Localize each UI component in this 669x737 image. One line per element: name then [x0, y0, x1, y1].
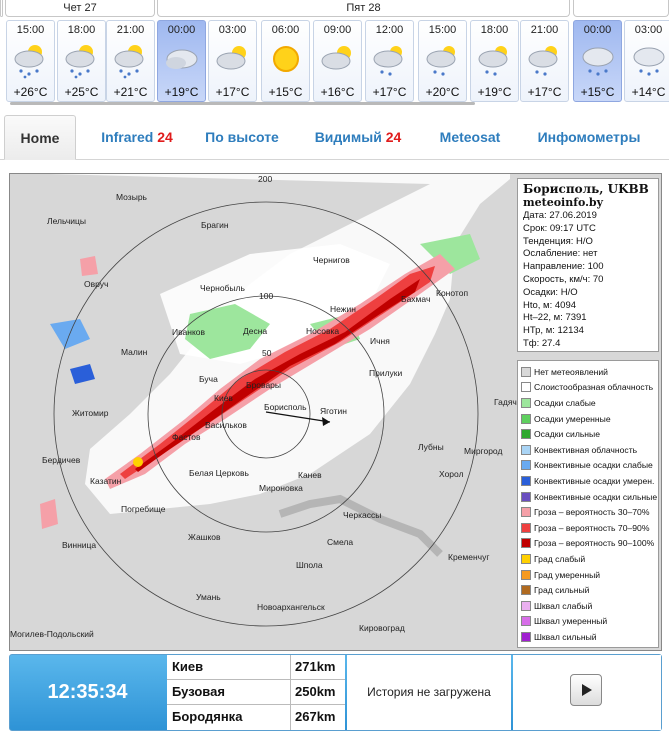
- tab-label: Видимый: [314, 129, 386, 145]
- forecast-hour-cell[interactable]: [313, 20, 362, 102]
- forecast-hour-time: 06:00: [271, 24, 300, 36]
- legend-swatch: [521, 632, 531, 642]
- distance-km: 250km: [295, 684, 336, 699]
- city-label: Жашков: [188, 532, 221, 542]
- city-label: Бровары: [246, 380, 282, 390]
- forecast-hour-time: 21:00: [116, 24, 145, 36]
- forecast-hour-cell[interactable]: [208, 20, 257, 102]
- city-label: Черкассы: [343, 510, 382, 520]
- station-name: Борисполь, UKBB: [523, 182, 649, 196]
- legend-swatch: [521, 445, 531, 455]
- partly-cloudy-icon: [316, 39, 360, 79]
- city-label: Носовка: [306, 326, 340, 336]
- legend-item: [521, 473, 655, 489]
- forecast-hour-temp: +19°C: [164, 85, 199, 99]
- legend-label: Осадки сильные: [534, 429, 601, 440]
- legend-swatch: [521, 382, 531, 392]
- legend-label: Нет метеоявлений: [534, 366, 608, 377]
- hourly-forecast: [0, 20, 669, 102]
- forecast-hour-cell[interactable]: [261, 20, 310, 102]
- city-label: Овруч: [84, 279, 109, 289]
- forecast-hour-temp: +15°C: [268, 85, 303, 99]
- city-label: Шпола: [296, 560, 323, 570]
- legend-item: [521, 504, 655, 520]
- city-label: Хорол: [439, 469, 464, 479]
- info-line: Hto, м: 4094: [523, 299, 577, 311]
- forecast-hour-cell[interactable]: [6, 20, 55, 102]
- cloud-rain-icon: [473, 39, 517, 79]
- legend-label: Конвективные осадки умерен.: [534, 475, 655, 486]
- city-label: Канев: [298, 470, 322, 480]
- city-label: Десна: [243, 326, 268, 336]
- forecast-hour-cell[interactable]: [470, 20, 519, 102]
- legend-item: [521, 411, 655, 427]
- ring-label-100: 100: [259, 291, 274, 301]
- legend-label: Гроза – вероятность 30–70%: [534, 507, 650, 518]
- legend-label: Осадки слабые: [534, 397, 596, 408]
- legend-label: Гроза – вероятность 70–90%: [534, 522, 650, 533]
- tab-height[interactable]: [196, 115, 288, 159]
- forecast-hour-temp: +21°C: [113, 85, 148, 99]
- info-line: НТр, м: 12134: [523, 325, 584, 337]
- radar-tabs: [0, 115, 669, 160]
- forecast-hour-time: 15:00: [16, 24, 45, 36]
- info-line: Направление: 100: [523, 261, 604, 273]
- info-line: Дата: 27.06.2019: [523, 210, 597, 221]
- forecast-hour-temp: +14°C: [631, 85, 666, 99]
- city-label: Буча: [199, 374, 218, 384]
- forecast-hour-cell[interactable]: [157, 20, 206, 102]
- city-label: Житомир: [72, 408, 109, 418]
- city-label: Бахмач: [401, 294, 431, 304]
- forecast-hour-temp: +15°C: [580, 85, 615, 99]
- legend-item: [521, 536, 655, 552]
- forecast-day-row: [0, 0, 669, 18]
- hail-marker: [133, 457, 143, 467]
- city-label: Малин: [121, 347, 148, 357]
- info-line: Скорость, км/ч: 70: [523, 273, 604, 285]
- city-label: Лубны: [418, 442, 444, 452]
- tab-badge: 24: [157, 129, 173, 145]
- legend-swatch: [521, 570, 531, 580]
- legend-item: [521, 364, 655, 380]
- distance-km: 271km: [295, 659, 336, 674]
- city-label: Кременчуг: [448, 552, 490, 562]
- legend-item: [521, 380, 655, 396]
- city-label: Конотоп: [436, 288, 469, 298]
- city-label: Погребище: [121, 504, 166, 514]
- forecast-hour-temp: +26°C: [13, 85, 48, 99]
- legend-label: Слоистообразная облачность: [534, 382, 654, 393]
- distance-km: 267km: [295, 709, 336, 724]
- city-label: Белая Церковь: [189, 468, 249, 478]
- history-status: История не загружена: [347, 655, 511, 730]
- legend-swatch: [521, 460, 531, 470]
- city-label: Киев: [214, 393, 233, 403]
- forecast-hour-time: 09:00: [323, 24, 352, 36]
- city-label: Кировоград: [359, 623, 405, 633]
- legend-item: [521, 598, 655, 614]
- legend-label: Шквал слабый: [534, 600, 593, 611]
- forecast-hour-temp: +20°C: [425, 85, 460, 99]
- legend-item: [521, 551, 655, 567]
- cloud-storm-icon: [60, 39, 104, 79]
- tab-label: Infrared: [101, 129, 158, 145]
- forecast-hour-cell[interactable]: [57, 20, 106, 102]
- radar-legend: [517, 360, 659, 648]
- forecast-hour-cell[interactable]: [365, 20, 414, 102]
- storm-speck: [40, 499, 58, 529]
- city-label: Чернобыль: [200, 283, 245, 293]
- forecast-hour-time: 00:00: [167, 24, 196, 36]
- legend-item: [521, 520, 655, 536]
- legend-swatch: [521, 476, 531, 486]
- legend-swatch: [521, 601, 531, 611]
- city-label: Яготин: [320, 406, 347, 416]
- forecast-hour-time: 21:00: [530, 24, 559, 36]
- forecast-scrollbar[interactable]: [10, 102, 475, 105]
- forecast-hour-time: 18:00: [480, 24, 509, 36]
- tab-informers[interactable]: [530, 115, 648, 159]
- city-label: Фастов: [172, 432, 201, 442]
- play-icon: [581, 683, 593, 697]
- forecast-hour-temp: +25°C: [64, 85, 99, 99]
- legend-swatch: [521, 523, 531, 533]
- ring-label-50: 50: [262, 348, 272, 358]
- forecast-hour-time: 15:00: [428, 24, 457, 36]
- tab-label: Инфомометры: [537, 129, 641, 145]
- storm-speck-2: [80, 256, 98, 276]
- city-label: Лельчицы: [47, 216, 86, 226]
- distance-table: [167, 655, 345, 730]
- city-label: Нежин: [330, 304, 356, 314]
- cloud-rain-icon: [368, 39, 412, 79]
- forecast-hour-temp: +17°C: [527, 85, 562, 99]
- radar-info-panel: [517, 178, 659, 352]
- river: [280, 499, 440, 554]
- legend-item: [521, 489, 658, 505]
- distance-row: [167, 655, 345, 680]
- day-label-thu: Чет 27: [5, 0, 155, 17]
- info-line: Ht–22, м: 7391: [523, 312, 587, 324]
- city-label: Смела: [327, 537, 354, 547]
- forecast-hour-cell[interactable]: [106, 20, 155, 102]
- distance-city: Киев: [167, 655, 291, 679]
- legend-swatch: [521, 538, 531, 548]
- legend-label: Конвективная облачность: [534, 444, 638, 455]
- forecast-hour-time: 00:00: [583, 24, 612, 36]
- legend-swatch: [521, 585, 531, 595]
- legend-label: Конвективные осадки слабые: [534, 460, 653, 471]
- legend-item: [521, 614, 655, 630]
- legend-item: [521, 582, 655, 598]
- site-name: meteoinfo.by: [523, 196, 604, 209]
- cloud-rain-icon: [421, 39, 465, 79]
- legend-item: [521, 442, 655, 458]
- legend-label: Град сильный: [534, 585, 590, 596]
- city-label: Мироновка: [259, 483, 303, 493]
- legend-label: Гроза – вероятность 90–100%: [534, 538, 655, 549]
- day-label-prev: [0, 0, 3, 17]
- forecast-hour-time: 03:00: [218, 24, 247, 36]
- city-label: Могилев-Подольский: [10, 629, 94, 639]
- tab-infrared[interactable]: [82, 115, 192, 159]
- distance-row: [167, 680, 345, 705]
- player-box: [513, 655, 661, 730]
- tab-label: Home: [20, 130, 60, 146]
- legend-item: [521, 395, 655, 411]
- info-line: Тф: 27.4: [523, 337, 561, 349]
- city-label: Брагин: [201, 220, 229, 230]
- forecast-hour-cell[interactable]: [624, 20, 669, 102]
- night-cloud-icon: [160, 39, 204, 79]
- day-label-sat: [573, 0, 669, 17]
- info-line: Срок: 09:17 UTC: [523, 222, 596, 234]
- info-line: Ослабление: нет: [523, 248, 598, 260]
- tab-home[interactable]: [4, 115, 76, 160]
- legend-item: [521, 567, 655, 583]
- legend-item: [521, 629, 655, 645]
- city-label: Винница: [62, 540, 97, 550]
- legend-item: [521, 458, 655, 474]
- play-button[interactable]: [570, 674, 602, 706]
- city-label: Гадяч: [494, 397, 517, 407]
- legend-item: [521, 426, 655, 442]
- city-label: Ичня: [370, 336, 390, 346]
- legend-label: Шквал сильный: [534, 631, 597, 642]
- info-line: Тенденция: Н/О: [523, 235, 593, 247]
- legend-swatch: [521, 616, 531, 626]
- legend-label: Шквал умеренный: [534, 616, 608, 627]
- city-label: Миргород: [464, 446, 503, 456]
- cloud-rain-icon: [523, 39, 567, 79]
- distance-city: Бузовая: [167, 680, 291, 704]
- city-label: Иванков: [172, 327, 206, 337]
- current-time: 12:35:34: [47, 681, 128, 703]
- forecast-hour-cell[interactable]: [573, 20, 622, 102]
- cloud-storm-icon: [109, 39, 153, 79]
- convective-2: [70, 364, 95, 384]
- day-label-fri: Пят 28: [157, 0, 570, 17]
- legend-label: Конвективные осадки сильные: [534, 491, 658, 502]
- legend-swatch: [521, 414, 531, 424]
- ring-label-200: 200: [258, 174, 273, 184]
- legend-swatch: [521, 554, 531, 564]
- distance-row: [167, 705, 345, 730]
- city-label: Чернигов: [313, 255, 350, 265]
- forecast-hour-temp: +16°C: [320, 85, 355, 99]
- city-label: Бердичев: [42, 455, 81, 465]
- distance-city: Бородянка: [167, 705, 291, 730]
- cloud-storm-icon: [9, 39, 53, 79]
- legend-swatch: [521, 398, 531, 408]
- radar-control-bar: [9, 654, 662, 731]
- legend-label: Град слабый: [534, 553, 586, 564]
- city-label: Васильков: [205, 420, 247, 430]
- forecast-hour-cell[interactable]: [520, 20, 569, 102]
- city-label: Новоархангельск: [257, 602, 325, 612]
- info-lines: [523, 210, 653, 351]
- legend-swatch: [521, 492, 531, 502]
- legend-label: Град умеренный: [534, 569, 601, 580]
- city-label: Прилуки: [369, 368, 403, 378]
- forecast-hour-time: 03:00: [634, 24, 663, 36]
- forecast-hour-time: 12:00: [375, 24, 404, 36]
- legend-swatch: [521, 507, 531, 517]
- legend-label: Осадки умеренные: [534, 413, 611, 424]
- info-line: Осадки: Н/О: [523, 286, 578, 298]
- tab-label: Meteosat: [439, 129, 501, 145]
- tab-badge: 24: [385, 129, 402, 145]
- forecast-hour-temp: +17°C: [215, 85, 250, 99]
- radar-map: [9, 173, 662, 651]
- forecast-hour-temp: +19°C: [477, 85, 512, 99]
- forecast-hour-cell[interactable]: [418, 20, 467, 102]
- sun-icon: [264, 39, 308, 79]
- night-rain-icon: [576, 39, 620, 79]
- legend-swatch: [521, 367, 531, 377]
- tab-label: По высоте: [205, 129, 279, 145]
- forecast-hour-time: 18:00: [67, 24, 96, 36]
- tab-visible[interactable]: [305, 115, 411, 159]
- city-label: Борисполь: [264, 402, 307, 412]
- tab-meteosat[interactable]: [428, 115, 512, 159]
- forecast-hour-temp: +17°C: [372, 85, 407, 99]
- night-rain-icon: [627, 39, 669, 79]
- city-label: Казатин: [90, 476, 122, 486]
- city-label: Мозырь: [116, 192, 147, 202]
- city-label: Умань: [196, 592, 221, 602]
- partly-cloudy-icon: [211, 39, 255, 79]
- legend-swatch: [521, 429, 531, 439]
